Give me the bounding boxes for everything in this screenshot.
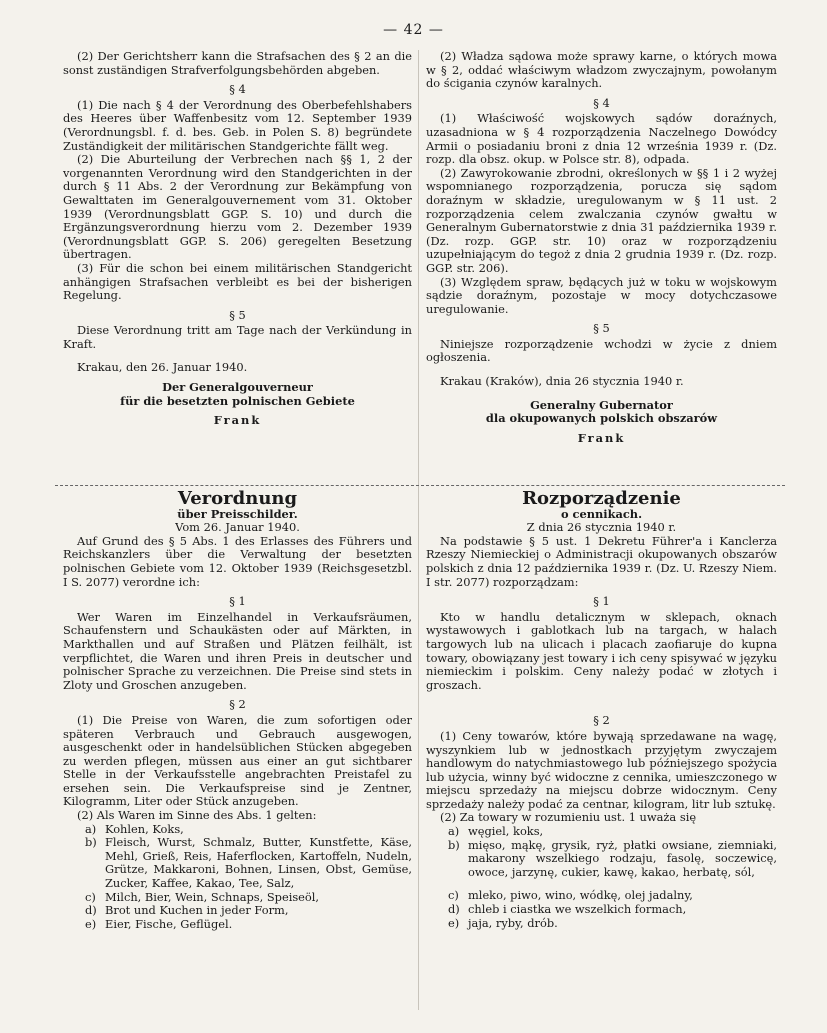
pl-paragraph: (2) Za towary w rozumieniu ust. 1 uważa się — [440, 810, 697, 825]
pl-decree-date: Z dnia 26 stycznia 1940 r. — [526, 520, 677, 535]
de-paragraph: (1) Die nach § 4 der Verordnung des Oberbefehlshabers des Heeres über Waffenbesitz vom 12. September 1939 (Verordnungsbl. f. d. bes. Geb. in Polen S. 8) begründete Zuständigkeit der militärischen Standgerichte fällt weg. — [63, 97, 412, 153]
pl-section-heading: § 5 — [593, 321, 610, 336]
de-decree-subtitle: über Preisschilder. — [177, 506, 298, 521]
list-item: d) chleb i ciastka we wszelkich formach, — [448, 902, 687, 917]
pl-section-heading: § 4 — [593, 95, 610, 110]
pl-paragraph: Kto w handlu detalicznym w sklepach, oknach wystawowych i gablotkach lub na targach, w halach targowych lub na ulicach i placach zaofiaruje do kupna towary, obowiązany jest towary i ich ceny spisywać w języku niemieckim i polskim. Ceny należy podać w złotych i groszach. — [426, 609, 777, 692]
pl-intro: Na podstawie § 5 ust. 1 Dekretu Führer'a i Kanclerza Rzeszy Niemieckiej o Administracji okupowanych obszarów polskich z dnia 12 października 1939 r. (Dz. U. Rzeszy Niem. I str. 2077) rozporządzam: — [426, 533, 777, 589]
pl-paragraph: (2) Zawyrokowanie zbrodni, określonych w §§ 1 i 2 wyżej wspomnianego rozporządzenia, poruczа się sądom doraźnym w składzie, uregulowanym w § 11 ust. 2 rozporządzenia celem zwalczania czynów gwałtu w Generalnym Gubernatorstwie z dnia 31 października 1939 r. (Dz. rozp. GGP. str. 10) oraz w rozporządzeniu uzupełniającym do tegoż z dnia 2 grudnia 1939 r. (Dz. rozp. GGP. str. 206). — [426, 165, 777, 275]
de-signature-title: Der Generalgouverneur — [162, 380, 313, 395]
list-item: b) mięso, mąkę, grysik, ryż, płatki owsiane, ziemniaki, makarony wszelkiego rodzaju, fasolę, soczewicę, owoce, jarzynę, cukier, kawę, kakao, herbatę, sól, — [448, 837, 777, 879]
pl-paragraph: (2) Władza sądowa może sprawy karne, o których mowa w § 2, oddać właściwym władzom zwyczajnym, powołanym do ścigania czynów karalnych. — [426, 49, 777, 91]
de-section-heading: § 4 — [229, 82, 246, 97]
de-section-heading: § 5 — [229, 307, 246, 322]
list-item: d) Brot und Kuchen in jeder Form, — [85, 903, 289, 918]
list-item: e) Eier, Fische, Geflügel. — [85, 916, 233, 931]
pl-signature-name: Frank — [577, 430, 626, 445]
de-paragraph: (2) Als Waren im Sinne des Abs. 1 gelten: — [77, 808, 317, 823]
de-paragraph: Diese Verordnung tritt am Tage nach der Verkündung in Kraft. — [63, 323, 412, 351]
pl-section-heading: § 2 — [593, 713, 610, 728]
pl-section-heading: § 1 — [593, 594, 610, 609]
pl-decree-subtitle: o cennikach. — [560, 506, 643, 521]
german-price-decree — [63, 488, 412, 1027]
pl-paragraph: (1) Właściwość wojskowych sądów doraźnych, uzasadniona w § 4 rozporządzenia Naczelnego Dowódcy Armii o posiadaniu broni z dnia 12 września 1939 r. (Dz. rozp. dla obsz. okup. w Polsce str. 8), odpada. — [426, 111, 777, 167]
de-date-line: Krakau, den 26. Januar 1940. — [77, 360, 248, 375]
pl-paragraph: (3) Względem spraw, będących już w toku w wojskowym sądzie doraźnym, pozostaje w mocy dotychczasowe uregulowanie. — [426, 274, 777, 316]
list-item: b) Fleisch, Wurst, Schmalz, Butter, Kunstfette, Käse, Mehl, Grieß, Reis, Haferflocken, Kartoffeln, Nudeln, Grütze, Makkaroni, Bohnen, Linsen, Obst, Gemüse, Zucker, Kaffee, Kakao, Tee, Salz, — [85, 835, 412, 891]
list-item: e) jaja, ryby, drób. — [448, 915, 558, 930]
de-section-heading: § 1 — [229, 594, 246, 609]
pl-signature-region: dla okupowanych polskich obszarów — [485, 411, 718, 426]
de-intro: Auf Grund des § 5 Abs. 1 des Erlasses des Führers und Reichskanzlers über die Verwaltung der besetzten polnischen Gebiete vom 12. Oktober 1939 (Reichsgesetzbl. I S. 2077) verordne ich: — [63, 533, 412, 589]
de-paragraph: Wer Waren im Einzelhandel in Verkaufsräumen, Schaufenstern und Schaukästen oder auf Märkten, in Markthallen und auf Straßen und Plätzen feilhält, ist verpflichtet, die Waren und ihren Preis in deutscher und polnischer Sprache zu verzeichnen. Die Preise sind stets in Zloty und Groschen anzugeben. — [63, 609, 412, 692]
section-divider — [55, 485, 785, 486]
de-paragraph: (1) Die Preise von Waren, die zum sofortigen oder späteren Verbrauch und Gebrauch ausgewogen, ausgeschenkt oder in handelsüblichen Stücken abgegeben zu werden pflegen, müssen aus einer an gut sichtbarer Stelle in der Verkaufsstelle angebrachten Preistafel zu ersehen sein. Die Verkaufspreise sind je Zentner, Kilogramm, Liter oder Stück anzugeben. — [63, 712, 412, 809]
de-signature-name: Frank — [213, 413, 262, 428]
de-goods-list — [63, 823, 412, 932]
pl-decree-title: Rozporządzenie — [522, 488, 681, 509]
de-section-heading: § 2 — [229, 697, 246, 712]
de-paragraph: (2) Der Gerichtsherr kann die Strafsachen des § 2 an die sonst zuständigen Strafverfolgungsbehörden abgeben. — [63, 49, 412, 77]
pl-paragraph: Niniejsze rozporządzenie wchodzi w życie z dniem ogłoszenia. — [426, 336, 777, 365]
de-signature-region: für die besetzten polnischen Gebiete — [120, 393, 355, 408]
column-separator — [418, 50, 419, 1010]
polish-price-decree — [426, 488, 777, 1027]
list-item: c) Milch, Bier, Wein, Schnaps, Speiseöl, — [85, 889, 320, 904]
german-decree-end — [63, 50, 412, 480]
de-paragraph: (3) Für die schon bei einem militärischen Standgericht anhängigen Strafsachen verbleibt es bei der bisherigen Regelung. — [63, 260, 412, 303]
pl-paragraph: (1) Ceny towarów, które bywają sprzedawane na wagę, wyszynkiem lub w jednostkach przyjętym zwyczajem handlowym do natychmiastowego lub późniejszego spożycia lub użycia, winny być widoczne z cennika, umieszczonego w miejscu sprzedaży na miejscu dobrze widocznym. Ceny sprzedaży należy podać za centnar, kilogram, litr lub sztukę. — [426, 728, 777, 811]
list-item: c) mleko, piwo, wino, wódkę, olej jadalny, — [448, 888, 693, 903]
page-number: — 42 — — [383, 22, 444, 38]
de-paragraph: (2) Die Aburteilung der Verbrechen nach §§ 1, 2 der vorgenannten Verordnung wird den Standgerichten in der durch § 11 Abs. 2 der Verordnung zur Bekämpfung von Gewalttaten im Generalgouvernement vom 31. Oktober 1939 (Verordnungsblatt GGP. S. 10) und durch die Ergänzungsverordnung hierzu vom 2. Dezember 1939 (Verordnungsblatt GGP. S. 206) geregelten Besetzung übertragen. — [63, 152, 412, 262]
pl-goods-list — [426, 825, 777, 930]
de-decree-title: Verordnung — [177, 488, 298, 509]
polish-decree-end — [426, 50, 777, 480]
pl-signature-title: Generalny Gubernator — [530, 397, 673, 412]
list-item: a) węgiel, koks, — [448, 824, 544, 839]
pl-date-line: Krakau (Kraków), dnia 26 stycznia 1940 r. — [440, 374, 684, 389]
de-decree-date: Vom 26. Januar 1940. — [175, 520, 300, 535]
list-item: a) Kohlen, Koks, — [85, 821, 184, 836]
